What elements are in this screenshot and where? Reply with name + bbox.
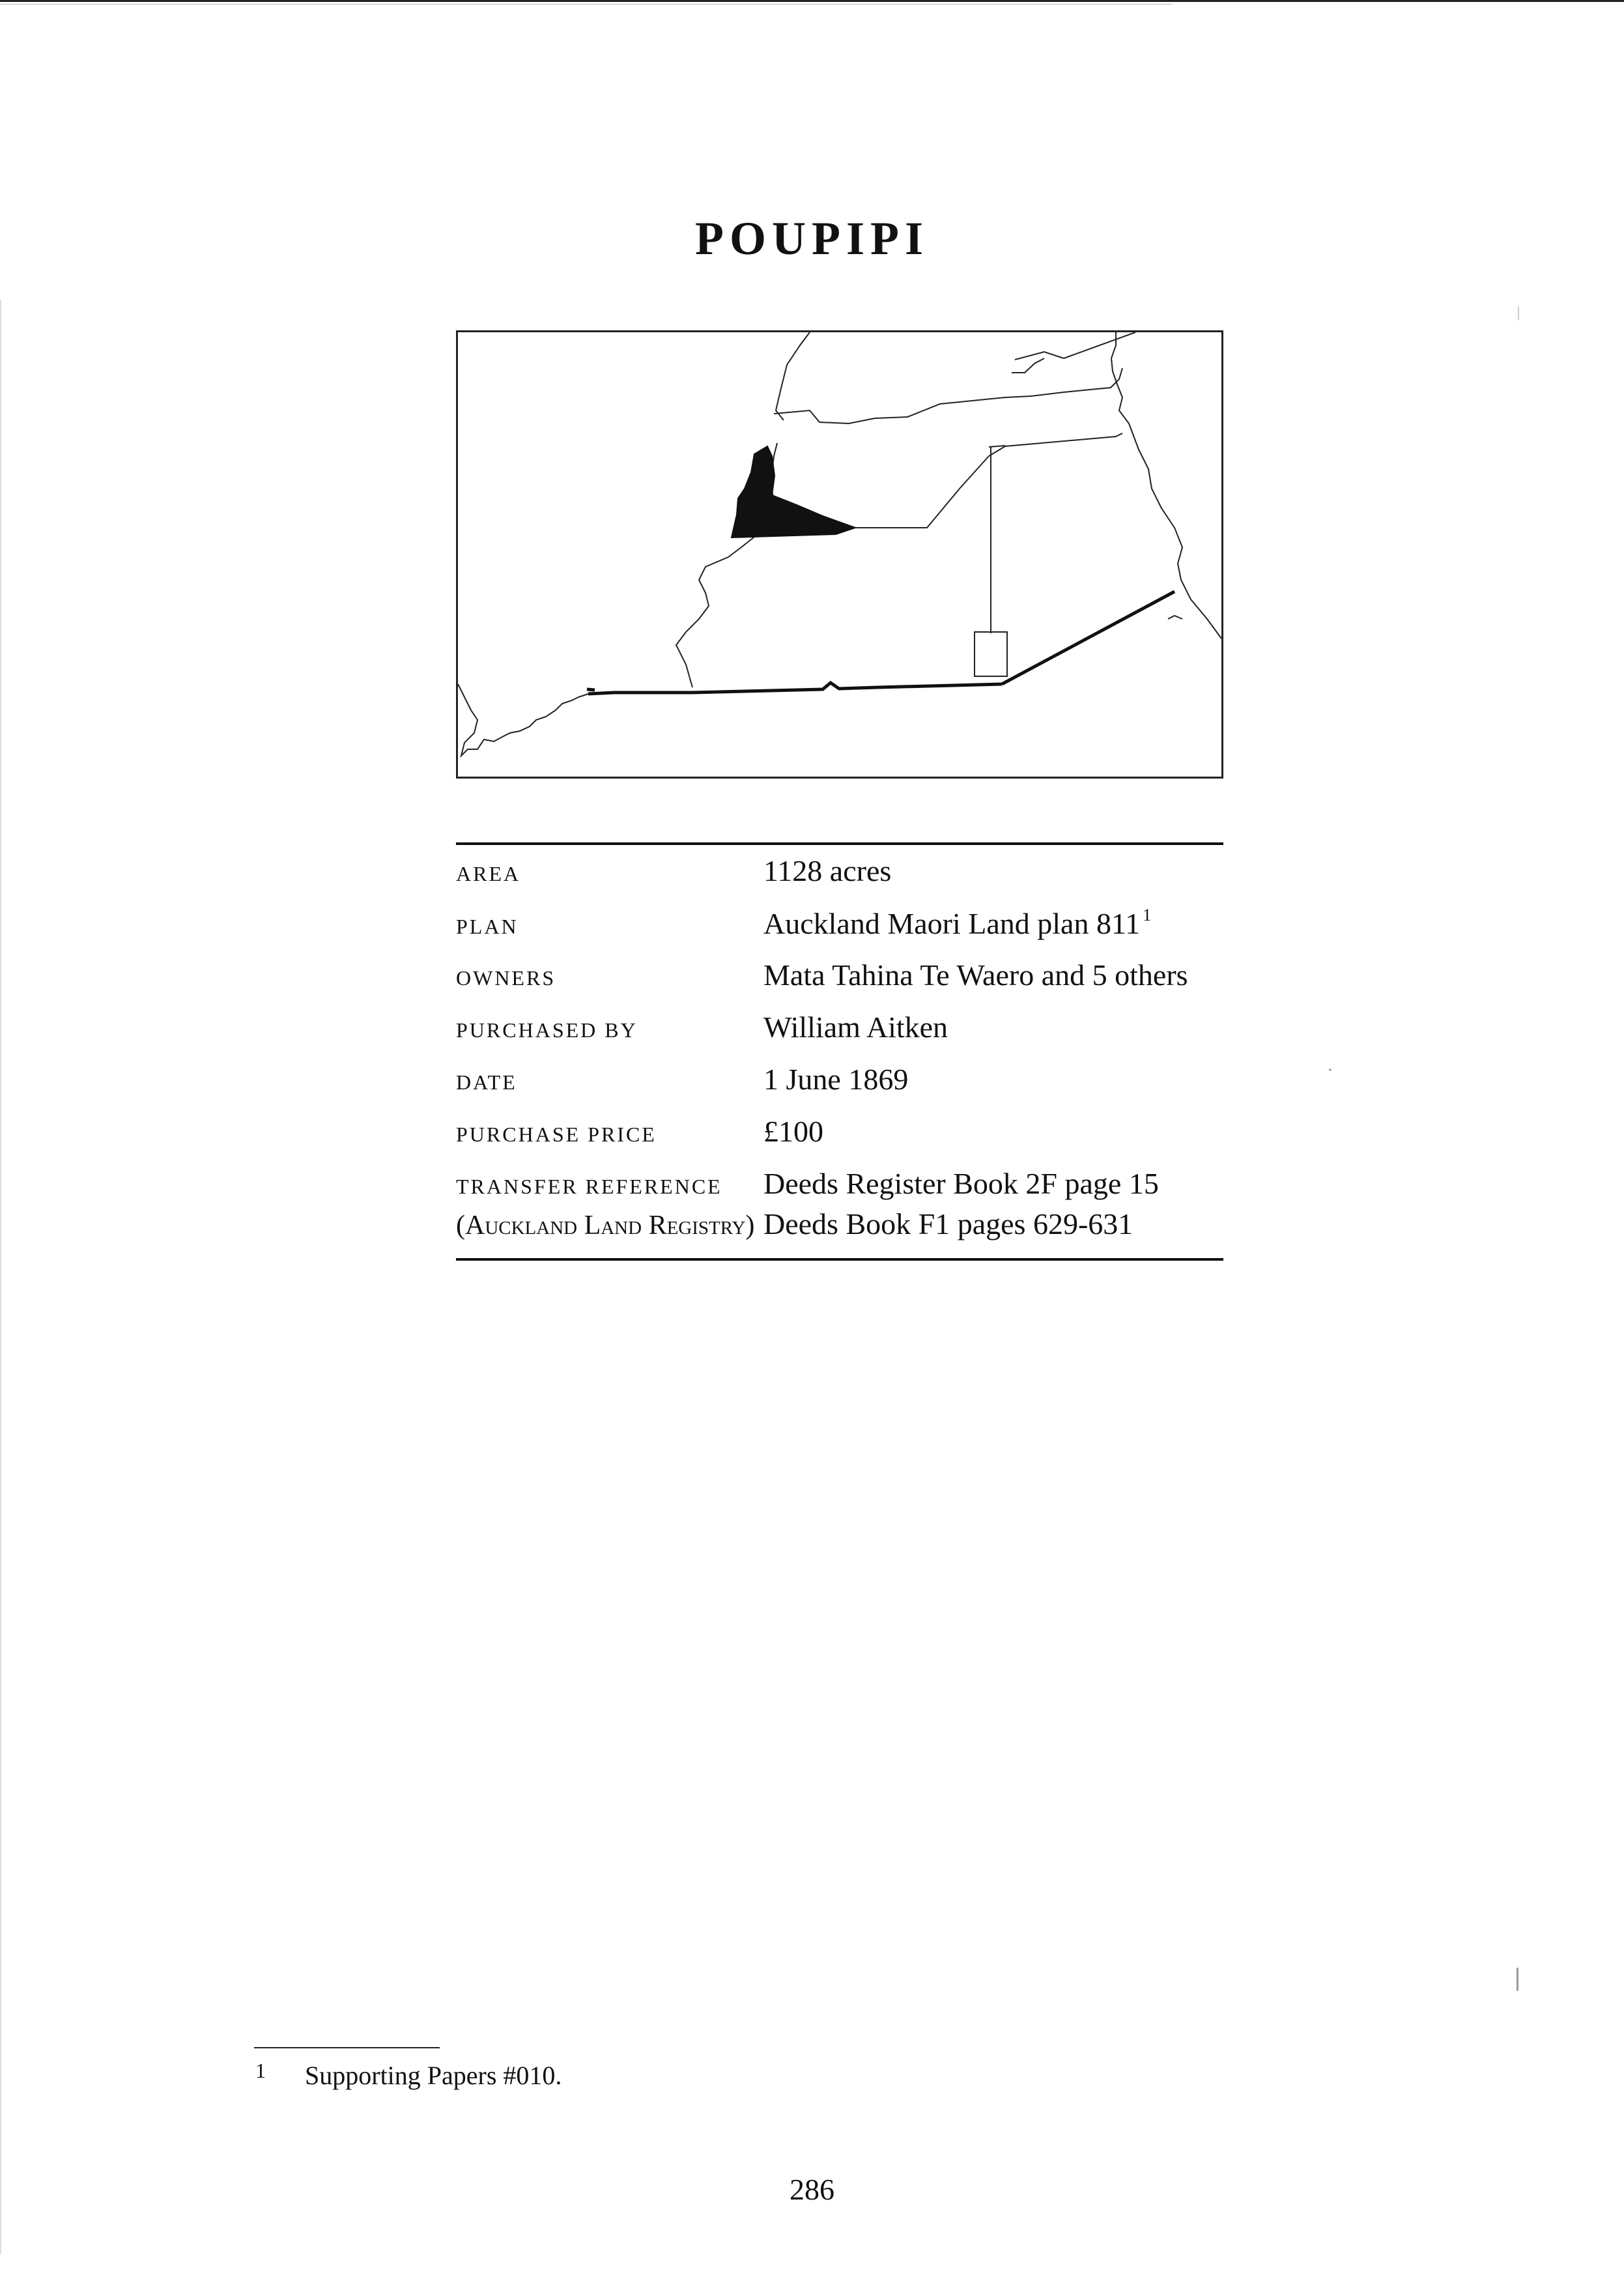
page-title: POUPIPI — [695, 212, 929, 265]
purchased-block-shape — [732, 446, 855, 538]
detail-label: TRANSFER REFERENCE — [456, 1175, 722, 1198]
detail-value: William Aitken — [763, 1010, 948, 1044]
footnote-reference: 1 — [1143, 906, 1152, 924]
footnote-number: 1 — [255, 2059, 266, 2082]
scan-speck — [1329, 1068, 1332, 1071]
footnote-separator — [254, 2047, 440, 2048]
detail-row-date — [456, 1062, 1225, 1114]
detail-value: 1128 acres — [763, 854, 892, 887]
detail-row-plan — [456, 906, 1225, 958]
detail-label: OWNERS — [456, 966, 556, 990]
detail-row-purchased-by — [456, 1010, 1225, 1062]
detail-value: Auckland Maori Land plan 811 — [763, 907, 1141, 940]
detail-label: PURCHASED BY — [456, 1018, 638, 1042]
scan-speck — [1517, 1968, 1518, 1991]
scan-edge-top — [0, 0, 1624, 2]
detail-value: Deeds Register Book 2F page 15 — [763, 1167, 1159, 1200]
detail-value-with-footnote — [763, 906, 1225, 958]
detail-label: (Auckland Land Registry) — [456, 1211, 755, 1240]
table-bottom-rule — [456, 1258, 1223, 1261]
detail-value: Mata Tahina Te Waero and 5 others — [763, 958, 1188, 992]
detail-label: PURCHASE PRICE — [456, 1123, 657, 1146]
detail-row-transfer-reference — [456, 1166, 1225, 1207]
footnote-text: Supporting Papers #010. — [305, 2061, 562, 2090]
detail-value: Deeds Book F1 pages 629-631 — [763, 1207, 1133, 1240]
locator-map — [456, 330, 1223, 779]
page-number: 286 — [790, 2173, 834, 2206]
detail-label: DATE — [456, 1070, 517, 1094]
detail-label: PLAN — [456, 915, 519, 938]
detail-row-land-registry — [456, 1207, 1225, 1247]
detail-value: £100 — [763, 1115, 823, 1148]
land-block-map-icon — [458, 332, 1221, 777]
scan-edge-left — [0, 300, 1, 2254]
detail-row-purchase-price — [456, 1114, 1225, 1166]
scan-speck — [1518, 306, 1519, 321]
scan-edge-line — [0, 4, 1173, 5]
details-table — [456, 853, 1225, 1247]
table-top-rule — [456, 842, 1223, 845]
detail-label: AREA — [456, 862, 521, 885]
detail-row-area — [456, 853, 1225, 906]
detail-row-owners — [456, 958, 1225, 1010]
detail-value: 1 June 1869 — [763, 1063, 909, 1096]
